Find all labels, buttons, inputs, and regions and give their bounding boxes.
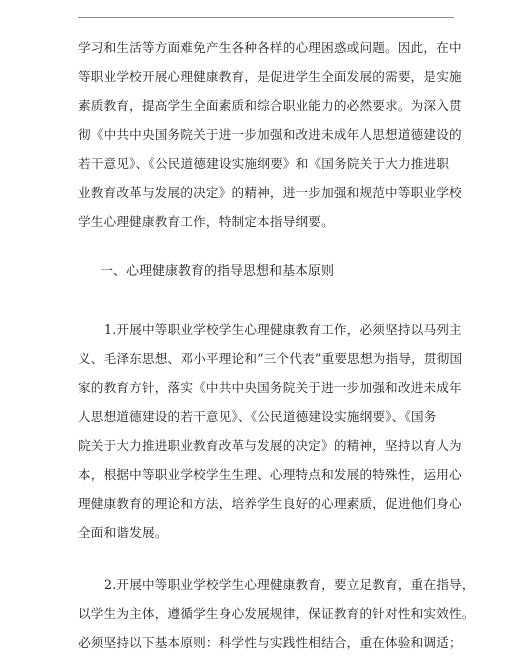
- text-line: 素质教育，提高学生全面素质和综合职业能力的必然要求。为深入贯: [78, 98, 462, 113]
- text-line: 彻《中共中央国务院关于进一步加强和改进未成年人思想道德建设的: [78, 127, 462, 142]
- text-line: 若干意见》、《公民道德建设实施纲要》和《国务院关于大力推进职: [78, 156, 450, 171]
- text-line: 以学生为主体，遵循学生身心发展规律，保证教育的针对性和实效性。: [78, 606, 475, 621]
- paragraph-intro: [78, 33, 462, 236]
- text-line: 业教育改革与发展的决定》的精神，进一步加强和规范中等职业学校: [78, 185, 462, 200]
- header-rule: [78, 17, 454, 18]
- text-line: 学习和生活等方面难免产生各种各样的心理困惑或问题。因此，在中: [78, 40, 462, 55]
- text-line: 义、毛泽东思想、邓小平理论和“三个代表”重要思想为指导，贯彻国: [78, 351, 463, 366]
- paragraph-basic-principles: [78, 570, 475, 657]
- text-line: 理健康教育的理论和方法，培养学生良好的心理素质，促进他们身心: [78, 496, 462, 511]
- section-heading: 一、心理健康教育的指导思想和基本原则: [100, 264, 335, 279]
- text-line: 院关于大力推进职业教育改革与发展的决定》的精神，坚持以育人为: [78, 438, 462, 453]
- text-line: 等职业学校开展心理健康教育，是促进学生全面发展的需要，是实施: [78, 69, 462, 84]
- text-line: 2.开展中等职业学校学生心理健康教育，要立足教育，重在指导，: [104, 577, 475, 592]
- text-line: 1.开展中等职业学校学生心理健康教育工作，必须坚持以马列主: [104, 322, 462, 337]
- paragraph-guiding-principle: [78, 315, 463, 547]
- text-line: 家的教育方针，落实《中共中央国务院关于进一步加强和改进未成年: [78, 380, 462, 395]
- text-line: 人思想道德建设的若干意见》、《公民道德建设实施纲要》、《国务: [78, 409, 437, 424]
- text-line: 全面和谐发展。: [78, 525, 168, 540]
- text-line: 必须坚持以下基本原则：科学性与实践性相结合，重在体验和调适；: [78, 635, 462, 650]
- text-line: 本，根据中等职业学校学生生理、心理特点和发展的特殊性，运用心: [78, 467, 462, 482]
- text-line: 学生心理健康教育工作，特制定本指导纲要。: [78, 214, 334, 229]
